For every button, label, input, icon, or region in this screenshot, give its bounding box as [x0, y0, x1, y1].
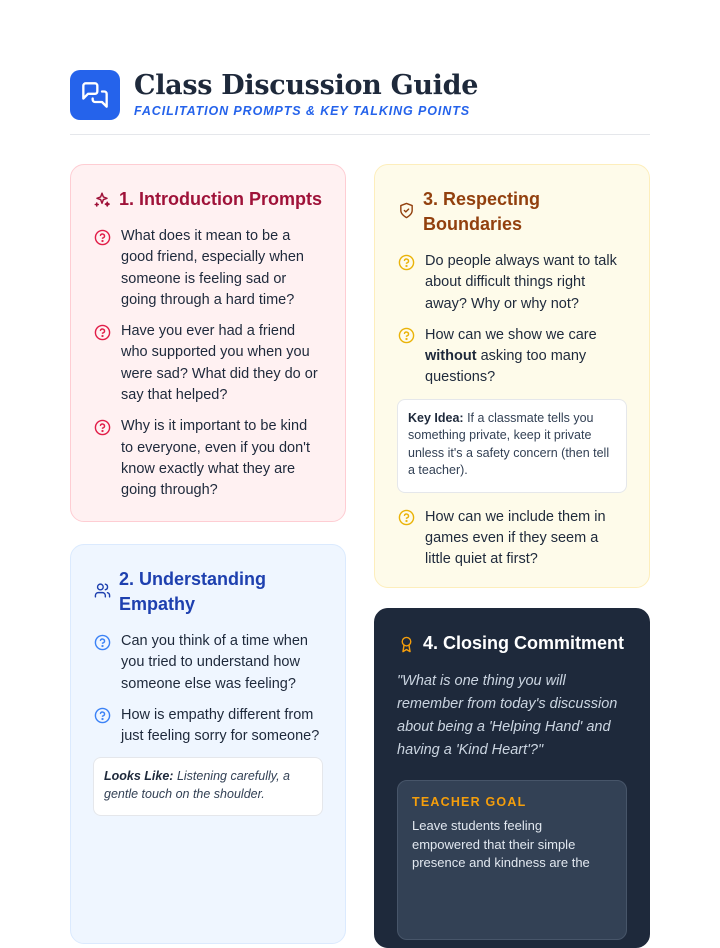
question-circle-icon: [93, 228, 111, 246]
chat-bubbles-icon: [70, 70, 120, 120]
list-item: [93, 705, 323, 748]
shield-check-icon: [397, 201, 415, 219]
goal-text: Leave students feeling empowered that their simple presence and kindness are the: [412, 818, 590, 870]
section-title: 1. Introduction Prompts: [119, 189, 323, 209]
note-label: Looks Like:: [104, 769, 174, 784]
note-text: If a classmate tells you something private, keep it private unless it's a safety concern (then tell a teacher).: [408, 410, 610, 478]
goal-title: TEACHER GOAL: [412, 795, 527, 809]
introduction-prompts-card: [70, 164, 346, 522]
section-title: 4. Closing Commitment: [423, 633, 625, 653]
question-text: How can we include them in games even if they seem a little quiet at first?: [425, 508, 606, 568]
question-text: Do people always want to talk about difficult things right away? Why or why not?: [425, 253, 617, 312]
question-circle-icon: [93, 323, 111, 341]
closing-commitment-card: [374, 608, 650, 948]
section-title: 3. Respecting Boundaries: [423, 189, 541, 234]
list-item: [397, 325, 627, 389]
list-item: [93, 321, 323, 406]
question-text-part: asking too many questions?: [425, 348, 587, 386]
question-circle-icon: [93, 418, 111, 436]
sparkles-icon: [93, 191, 111, 209]
closing-quote: "What is one thing you will remember from today's discussion about being a 'Helping Hand' and having a 'Kind Heart'?": [397, 673, 618, 758]
question-text-emphasis: without: [425, 348, 477, 365]
question-circle-icon: [397, 509, 415, 527]
header-divider: [70, 134, 650, 135]
list-item: [397, 507, 627, 571]
note-label: Key Idea:: [408, 410, 464, 425]
teacher-goal-box: [397, 780, 627, 940]
looks-like-note: [93, 757, 323, 816]
page-header: [70, 70, 650, 136]
question-text: [425, 325, 627, 389]
question-circle-icon: [93, 707, 111, 725]
section-title: 2. Understanding Empathy: [119, 569, 267, 614]
understanding-empathy-card: [70, 544, 346, 944]
page-title: Class Discussion Guide: [134, 70, 479, 101]
question-circle-icon: [93, 633, 111, 651]
question-text: What does it mean to be a good friend, especially when someone is feeling sad or going through a hard time?: [121, 228, 304, 308]
key-idea-note: [397, 399, 627, 493]
list-item: [93, 631, 323, 695]
award-icon: [397, 635, 415, 653]
list-item: [93, 226, 323, 311]
page-subtitle: FACILITATION PROMPTS & KEY TALKING POINTS: [134, 104, 470, 118]
list-item: [93, 416, 323, 501]
users-icon: [93, 581, 111, 599]
question-text: Can you think of a time when you tried to understand how someone else was feeling?: [121, 633, 308, 692]
list-item: [397, 251, 627, 315]
question-text-part: How can we show we care: [425, 326, 597, 343]
question-circle-icon: [397, 327, 415, 345]
question-text: How is empathy different from just feeling sorry for someone?: [121, 706, 320, 745]
respecting-boundaries-card: [374, 164, 650, 588]
note-text: Listening carefully, a gentle touch on the shoulder.: [104, 769, 290, 801]
question-text: Why is it important to be kind to everyone, even if you don't know exactly what they are going through?: [121, 418, 310, 499]
question-text: Have you ever had a friend who supported you when you were sad? What did they do or say that helped?: [121, 323, 318, 404]
question-circle-icon: [397, 253, 415, 271]
